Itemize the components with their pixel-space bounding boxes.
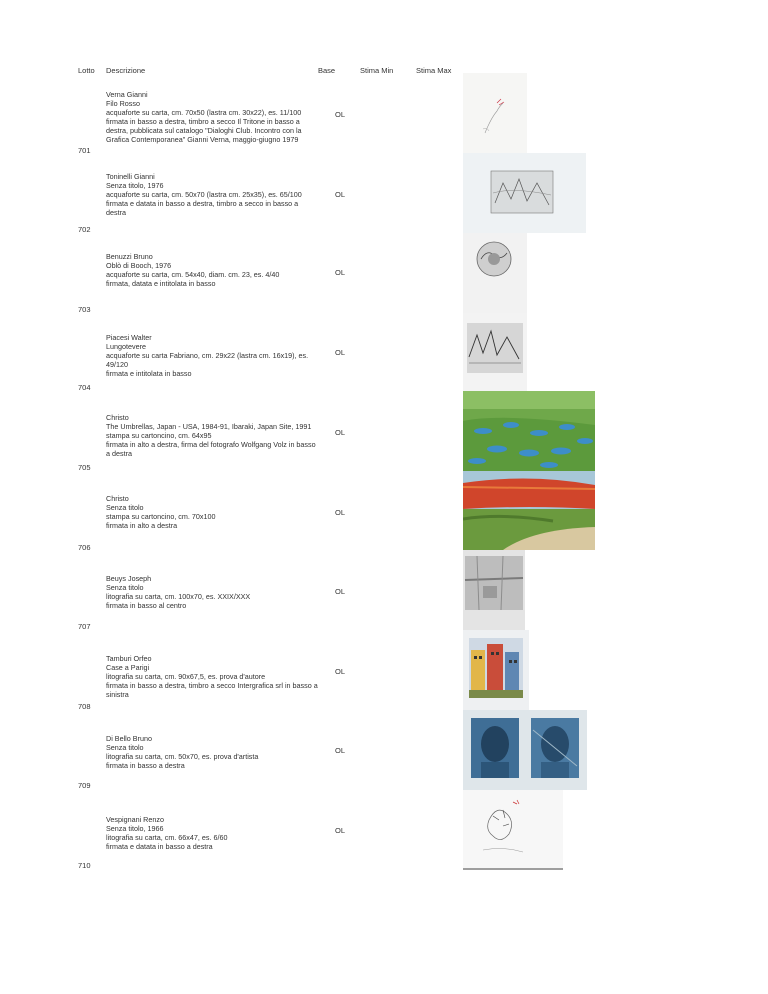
lot-base: OL (335, 667, 346, 676)
lot-notes: firmata in alto a destra (106, 521, 178, 531)
lot-base: OL (335, 746, 346, 755)
lot-base: OL (335, 190, 346, 199)
lot-title: Senza titolo (106, 583, 144, 593)
lot-title: Senza titolo, 1966 (106, 824, 164, 834)
lot-number: 709 (78, 781, 91, 790)
lot-notes: firmata in basso a destra, timbro a secco Intergrafica srl in basso a sinistra (106, 681, 318, 700)
lot-description (106, 413, 318, 458)
lot-technique: acquaforte su carta, cm. 50x70 (lastra cm. 25x35), es. 65/100 (106, 190, 302, 200)
lot-artist: Verna Gianni (106, 90, 148, 99)
lot-technique: acquaforte su carta, cm. 54x40, diam. cm. 23, es. 4/40 (106, 270, 280, 280)
lot-base: OL (335, 110, 346, 119)
lot-artist: Vespignani Renzo (106, 815, 164, 824)
lot-technique: litografia su carta, cm. 90x67,5, es. prova d'autore (106, 672, 266, 682)
lot-base: OL (335, 508, 346, 517)
header-lotto: Lotto (78, 66, 95, 75)
lot-thumbnail-701 (463, 73, 527, 153)
lot-technique: litografia su carta, cm. 50x70, es. prova d'artista (106, 752, 259, 762)
lot-technique: litografia su carta, cm. 66x47, es. 6/60 (106, 833, 228, 843)
lot-notes: firmata e intitolata in basso (106, 369, 192, 379)
header-base: Base (318, 66, 336, 75)
lot-title: Case a Parigi (106, 663, 150, 673)
lot-number: 704 (78, 383, 91, 392)
lot-description (106, 333, 318, 378)
lot-base: OL (335, 587, 346, 596)
lot-notes: firmata in alto a destra, firma del fotografo Wolfgang Volz in basso a destra (106, 440, 316, 459)
header-stima-min: Stima Min (360, 66, 394, 75)
lot-number: 706 (78, 543, 91, 552)
lot-number: 710 (78, 861, 91, 870)
header-descrizione: Descrizione (106, 66, 146, 75)
lot-thumbnail-708 (463, 630, 529, 710)
lot-title: Senza titolo, 1976 (106, 181, 164, 191)
lot-thumbnail-707 (463, 550, 525, 630)
lot-title: The Umbrellas, Japan - USA, 1984-91, Ibaraki, Japan Site, 1991 (106, 422, 312, 432)
lot-number: 707 (78, 622, 91, 631)
lot-title: Filo Rosso (106, 99, 140, 109)
lot-base: OL (335, 268, 346, 277)
lot-technique: stampa su cartoncino, cm. 64x95 (106, 431, 212, 441)
lot-artist: Toninelli Gianni (106, 172, 155, 181)
lot-number: 708 (78, 702, 91, 711)
lot-thumbnail-706 (463, 471, 595, 550)
lot-technique: litografia su carta, cm. 100x70, es. XXIX/XXX (106, 592, 251, 602)
lot-base: OL (335, 428, 346, 437)
lot-number: 703 (78, 305, 91, 314)
lot-notes: firmata in basso a destra (106, 761, 185, 771)
lot-artist: Christo (106, 494, 129, 503)
lot-description (106, 654, 318, 699)
lot-number: 702 (78, 225, 91, 234)
lot-description (106, 90, 318, 145)
lot-number: 705 (78, 463, 91, 472)
lot-thumbnail-705 (463, 391, 595, 471)
lot-thumbnail-709 (463, 710, 587, 790)
lot-title: Lungotevere (106, 342, 146, 352)
lot-description (106, 815, 318, 851)
lot-title: Senza titolo (106, 743, 144, 753)
lot-number: 701 (78, 146, 91, 155)
lot-technique: acquaforte su carta, cm. 70x50 (lastra cm. 30x22), es. 11/100 (106, 108, 302, 118)
lot-artist: Beuys Joseph (106, 574, 152, 583)
lot-description (106, 172, 318, 217)
lot-title: Oblò di Booch, 1976 (106, 261, 172, 271)
lot-notes: firmata e datata in basso a destra (106, 842, 213, 852)
lot-technique: acquaforte su carta Fabriano, cm. 29x22 (lastra cm. 16x19), es. 49/120 (106, 351, 309, 370)
lot-artist: Benuzzi Bruno (106, 252, 153, 261)
lot-thumbnail-710 (463, 790, 563, 870)
lot-description (106, 734, 318, 770)
lot-base: OL (335, 348, 346, 357)
lot-artist: Di Bello Bruno (106, 734, 152, 743)
lot-base: OL (335, 826, 346, 835)
lot-description (106, 494, 318, 530)
lot-notes: firmata in basso a destra, timbro a secco Il Tritone in basso a destra, pubblicata sul catalogo "Dialoghi Club. Incontro con la Grafica Contemporanea" Gianni Verna, maggio-giugno 1979 (106, 117, 302, 145)
lot-thumbnail-702 (463, 153, 586, 233)
lot-artist: Christo (106, 413, 129, 422)
lot-title: Senza titolo (106, 503, 144, 513)
lot-artist: Tamburi Orfeo (106, 654, 152, 663)
header-stima-max: Stima Max (416, 66, 452, 75)
lot-notes: firmata, datata e intitolata in basso (106, 279, 216, 289)
lot-thumbnail-704 (463, 313, 527, 391)
lot-description (106, 252, 318, 288)
lot-thumbnail-703 (463, 233, 527, 313)
lot-artist: Piacesi Walter (106, 333, 152, 342)
lot-notes: firmata e datata in basso a destra, timbro a secco in basso a destra (106, 199, 299, 218)
lot-technique: stampa su cartoncino, cm. 70x100 (106, 512, 216, 522)
lot-description (106, 574, 318, 610)
lot-notes: firmata in basso al centro (106, 601, 187, 611)
